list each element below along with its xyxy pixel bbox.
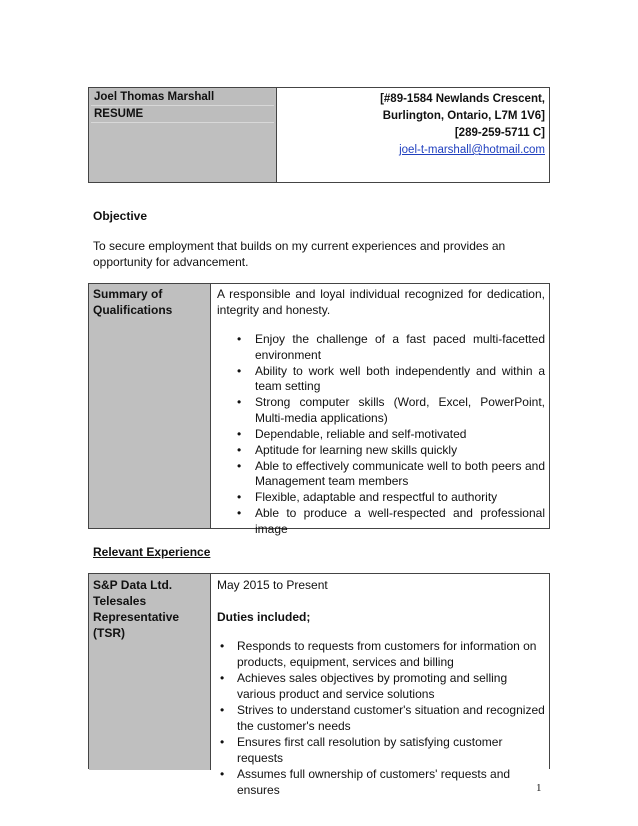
role-line-1: Telesales bbox=[93, 594, 147, 608]
objective-line-2: opportunity for advancement. bbox=[93, 255, 249, 269]
objective-line-1: To secure employment that builds on my current experiences and provides an bbox=[93, 239, 506, 253]
experience-label-cell bbox=[89, 574, 211, 770]
phone-number: [289-259-5711 C] bbox=[454, 127, 545, 139]
list-item: • Ability to work well both independently and within a team setting bbox=[237, 363, 545, 393]
summary-table bbox=[88, 283, 550, 536]
bullet-icon: • bbox=[220, 767, 225, 781]
objective-text bbox=[93, 238, 553, 270]
experience-table bbox=[88, 573, 550, 797]
list-item: • Assumes full ownership of customers' requests and ensures bbox=[220, 767, 511, 797]
list-item: • Flexible, adaptable and respectful to authority bbox=[237, 490, 498, 504]
duties-list bbox=[217, 639, 547, 798]
list-item: • Ensures first call resolution by satisfying customer requests bbox=[220, 735, 503, 765]
document-type: RESUME bbox=[91, 106, 274, 123]
duties-label: Duties included; bbox=[217, 610, 311, 624]
list-item: • Strong computer skills (Word, Excel, PowerPoint, Multi-media applications) bbox=[237, 395, 545, 425]
list-item: • Able to effectively communicate well to both peers and Management team members bbox=[237, 458, 545, 488]
header-name-cell bbox=[89, 88, 277, 182]
objective-heading: Objective bbox=[93, 209, 148, 223]
header-table bbox=[88, 87, 550, 183]
bullet-icon: • bbox=[220, 735, 225, 749]
summary-label-line-2: Qualifications bbox=[93, 303, 173, 317]
experience-content-cell bbox=[217, 577, 547, 799]
address-line-2: Burlington, Ontario, L7M 1V6] bbox=[382, 110, 545, 122]
bullet-icon: • bbox=[237, 506, 242, 520]
list-item: • Enjoy the challenge of a fast paced multi-facetted environment bbox=[237, 332, 545, 362]
bullet-icon: • bbox=[237, 426, 242, 441]
list-item: • Achieves sales objectives by promoting and selling various product and service solutions bbox=[220, 671, 508, 701]
summary-label-line-1: Summary of bbox=[93, 287, 163, 301]
summary-label-cell bbox=[89, 284, 211, 528]
candidate-name: Joel Thomas Marshall bbox=[91, 89, 274, 106]
bullet-icon: • bbox=[237, 332, 242, 346]
email-link[interactable]: joel-t-marshall@hotmail.com bbox=[399, 144, 545, 156]
summary-intro: A responsible and loyal individual recognized for dedication, integrity and honesty. bbox=[217, 287, 545, 317]
list-item: • Responds to requests from customers for information on products, equipment, services and billing bbox=[220, 639, 537, 669]
page-number: 1 bbox=[536, 782, 542, 794]
address-line-1: [#89-1584 Newlands Crescent, bbox=[380, 93, 545, 105]
list-item: • Aptitude for learning new skills quickly bbox=[237, 442, 458, 457]
bullet-icon: • bbox=[237, 490, 242, 504]
bullet-icon: • bbox=[220, 703, 225, 717]
list-item: • Dependable, reliable and self-motivated bbox=[237, 426, 467, 441]
qualifications-list bbox=[217, 332, 545, 537]
summary-content-cell bbox=[217, 286, 545, 538]
experience-heading: Relevant Experience bbox=[93, 545, 211, 559]
employment-dates: May 2015 to Present bbox=[217, 578, 328, 592]
bullet-icon: • bbox=[220, 639, 225, 653]
bullet-icon: • bbox=[237, 363, 242, 378]
bullet-icon: • bbox=[237, 395, 242, 409]
bullet-icon: • bbox=[237, 442, 242, 457]
header-contact-cell bbox=[285, 91, 545, 159]
bullet-icon: • bbox=[237, 458, 242, 473]
role-line-2: Representative (TSR) bbox=[93, 610, 180, 640]
list-item: • Able to produce a well-respected and professional image bbox=[237, 506, 545, 536]
company-name: S&P Data Ltd. bbox=[93, 578, 173, 592]
list-item: • Strives to understand customer's situation and recognized the customer's needs bbox=[220, 703, 545, 733]
bullet-icon: • bbox=[220, 671, 225, 685]
